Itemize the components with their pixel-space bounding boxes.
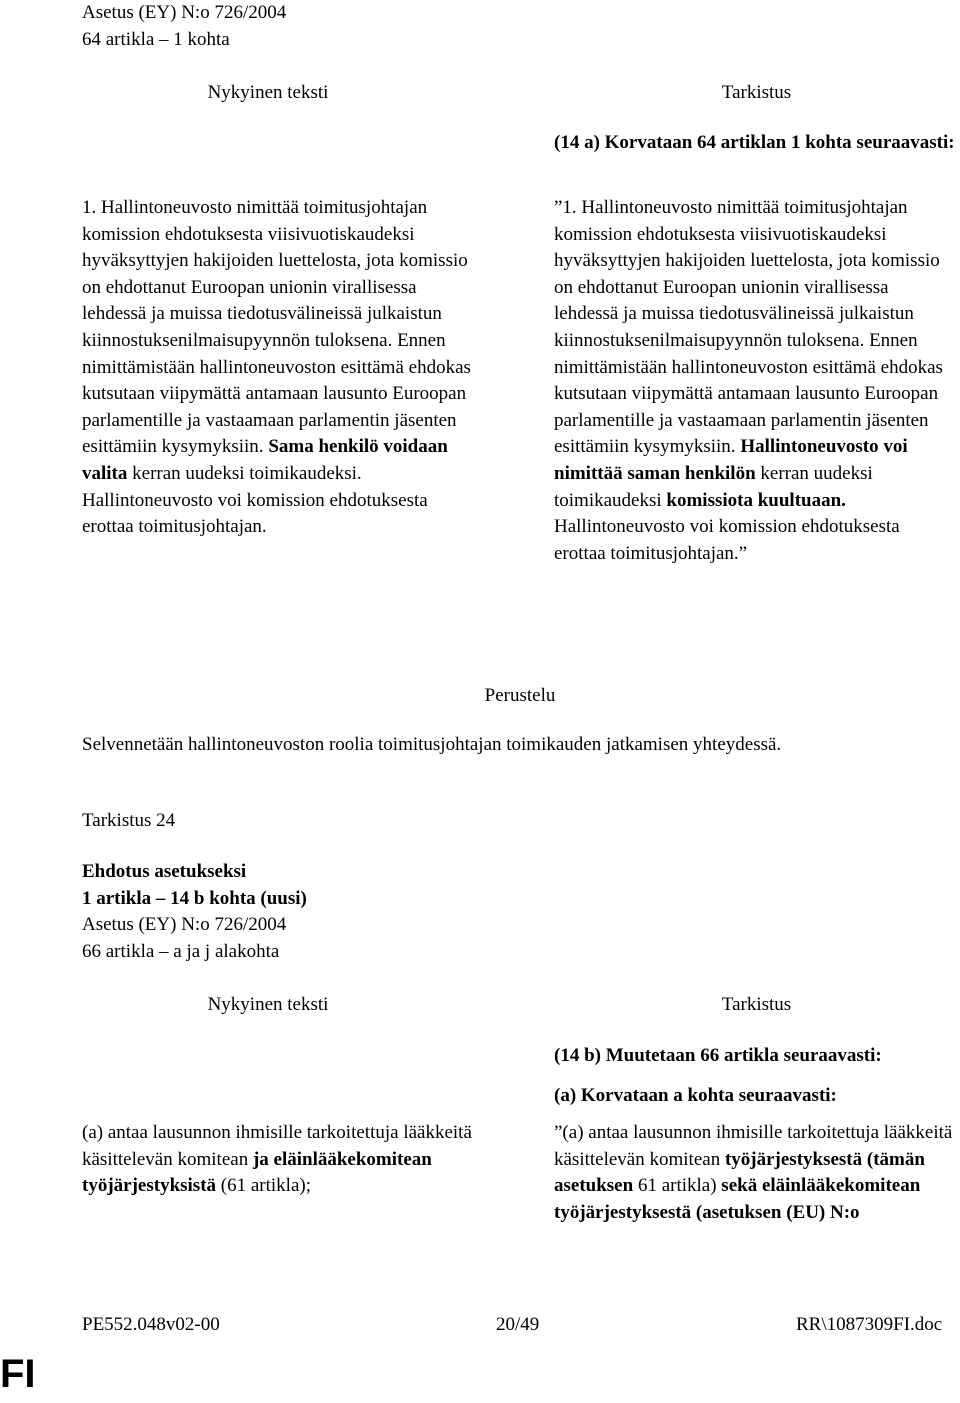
amendment-heading-2: Tarkistus [721,994,792,1015]
current-text-heading: Nykyinen teksti [207,82,329,103]
header-article: 64 artikla – 1 kohta [82,29,230,50]
current-text-part: (61 artikla); [216,1175,311,1197]
amendment-text-part: Hallintoneuvosto voi komission ehdotuksesta erottaa toimitusjohtajan.” [554,516,900,564]
amendment-text-part: kerran uudeksi toimikaudeksi [554,462,873,511]
current-text-paragraph-2 [82,1120,482,1200]
proposal-article: 1 artikla – 14 b kohta (uusi) [82,888,307,909]
amendment-text-bold: työjärjestyksestä (tämän asetuksen [554,1148,925,1197]
amendment-text-part: ”(a) antaa lausunnon ihmisille tarkoitettuja lääkkeitä käsittelevän komitean [554,1122,953,1170]
current-text-bold: ja eläinlääkekomitean työjärjestyksistä [82,1148,432,1197]
language-code: FI [0,1352,36,1396]
amendment-paragraph-2 [554,1120,959,1226]
current-text-bold: Sama henkilö voidaan valita [82,436,448,484]
amendment-text-bold: Hallintoneuvosto voi nimittää saman henkilön [554,436,908,484]
current-text-part: kerran uudeksi toimikaudeksi. Hallintoneuvosto voi komission ehdotuksesta erottaa toimitusjohtajan. [82,462,428,538]
current-text-part: 1. Hallintoneuvosto nimittää toimitusjohtajan komission ehdotuksesta viisivuotiskaudeksi hyväksyttyjen hakijoiden luettelosta, jota komissio on ehdottanut Euroopan unionin virallisessa lehdessä ja muissa tiedotusvälineissä julkaistun kiinnostuksenilmaisupyynnön tuloksena. Ennen nimittämistään hallintoneuvoston esittämä ehdokas kutsutaan viipymättä antamaan lausunto Euroopan parlamentille ja vastaamaan parlamentin jäsenten esittämiin kysymyksiin. [82,197,471,458]
amendment-text-bold: sekä eläinlääkekomitean työjärjestyksestä (asetuksen (EU) N:o [554,1175,921,1223]
amendment-text-bold: komissiota kuultuaan. [666,489,846,511]
justification-text: Selvennetään hallintoneuvoston roolia toimitusjohtajan toimikauden jatkamisen yhteydessä. [82,734,782,755]
amendment-heading: Tarkistus [721,82,792,103]
amendment-intro-2: (14 b) Muutetaan 66 artikla seuraavasti: [554,1045,882,1066]
proposal-regulation: Asetus (EY) N:o 726/2004 [82,914,287,935]
amendment-text-part: 61 artikla) [633,1175,722,1197]
current-text-heading-2: Nykyinen teksti [207,994,329,1015]
current-text-paragraph [82,195,482,541]
header-regulation: Asetus (EY) N:o 726/2004 [82,2,287,23]
amendment-title: Tarkistus 24 [82,810,176,831]
footer-doc-code: PE552.048v02-00 [82,1314,220,1335]
proposal-subpoint: 66 artikla – a ja j alakohta [82,941,280,962]
justification-heading: Perustelu [484,685,556,706]
current-text-part: (a) antaa lausunnon ihmisille tarkoitettuja lääkkeitä käsittelevän komitean [82,1122,472,1170]
amendment-intro: (14 a) Korvataan 64 artiklan 1 kohta seuraavasti: [554,132,955,153]
proposal-title: Ehdotus asetukseksi [82,861,247,882]
amendment-paragraph [554,195,954,567]
footer-file-name: RR\1087309FI.doc [796,1314,943,1335]
amendment-intro-3: (a) Korvataan a kohta seuraavasti: [554,1085,837,1106]
footer-page-number: 20/49 [496,1314,540,1335]
amendment-text-part: ”1. Hallintoneuvosto nimittää toimitusjohtajan komission ehdotuksesta viisivuotiskaudeksi hyväksyttyjen hakijoiden luettelosta, jota komissio on ehdottanut Euroopan unionin virallisessa lehdessä ja muissa tiedotusvälineissä julkaistun kiinnostuksenilmaisupyynnön tuloksena. Ennen nimittämistään hallintoneuvoston esittämä ehdokas kutsutaan viipymättä antamaan lausunto Euroopan parlamentille ja vastaamaan parlamentin jäsenten esittämiin kysymyksiin. [554,197,943,458]
